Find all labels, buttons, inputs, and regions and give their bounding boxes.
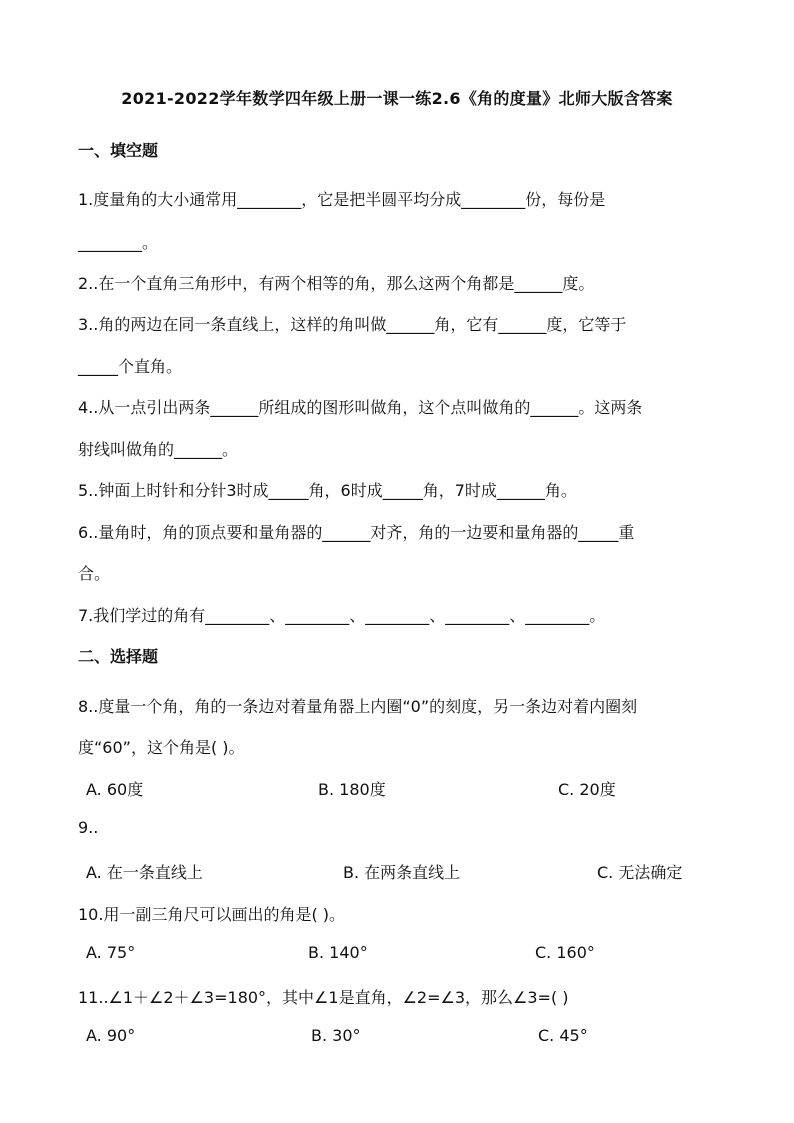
q9-option-a: A. 在一条直线上 xyxy=(86,863,203,882)
document-title: 2021-2022学年数学四年级上册一课一练2.6《角的度量》北师大版含答案 xyxy=(121,89,673,108)
question-6-line-1: 6..量角时，角的顶点要和量角器的______对齐，角的一边要和量角器的_____重 xyxy=(78,523,635,542)
question-11: 11..∠1＋∠2＋∠3=180°，其中∠1是直角，∠2=∠3，那么∠3=( ) xyxy=(78,988,569,1007)
q11-option-a: A. 90° xyxy=(86,1026,136,1045)
q10-option-b: B. 140° xyxy=(308,943,368,962)
question-7: 7.我们学过的角有________、________、________、________、________。 xyxy=(78,606,606,625)
question-1-line-2: ________。 xyxy=(78,233,159,252)
question-3-line-2: _____个直角。 xyxy=(78,357,183,376)
question-10: 10.用一副三角尺可以画出的角是( )。 xyxy=(78,905,346,924)
q8-option-c: C. 20度 xyxy=(558,780,616,799)
question-3-line-1: 3..角的两边在同一条直线上，这样的角叫做______角，它有______度，它等于 xyxy=(78,315,627,334)
q9-option-b: B. 在两条直线上 xyxy=(343,863,461,882)
question-6-line-2: 合。 xyxy=(78,564,111,583)
q9-option-c: C. 无法确定 xyxy=(597,863,683,882)
q11-option-b: B. 30° xyxy=(311,1026,361,1045)
question-1-line-1: 1.度量角的大小通常用________，它是把半圆平均分成________份，每份是 xyxy=(78,190,606,209)
question-9: 9.. xyxy=(78,818,99,837)
q11-option-c: C. 45° xyxy=(538,1026,588,1045)
q8-option-b: B. 180度 xyxy=(318,780,386,799)
q8-option-a: A. 60度 xyxy=(86,780,144,799)
q10-option-a: A. 75° xyxy=(86,943,136,962)
q10-option-c: C. 160° xyxy=(535,943,595,962)
section-multiple-choice: 二、选择题 xyxy=(78,647,159,666)
question-4-line-1: 4..从一点引出两条______所组成的图形叫做角，这个点叫做角的______。这两条 xyxy=(78,398,643,417)
question-8-line-1: 8..度量一个角，角的一条边对着量角器上内圈“0”的刻度，另一条边对着内圈刻 xyxy=(78,697,638,716)
question-5: 5..钟面上时针和分针3时成_____角，6时成_____角，7时成______角。 xyxy=(78,481,577,500)
question-2: 2..在一个直角三角形中，有两个相等的角，那么这两个角都是______度。 xyxy=(78,274,595,293)
question-4-line-2: 射线叫做角的______。 xyxy=(78,440,239,459)
section-fill-in-blank: 一、填空题 xyxy=(78,141,159,160)
question-8-line-2: 度“60”，这个角是( )。 xyxy=(78,738,245,757)
